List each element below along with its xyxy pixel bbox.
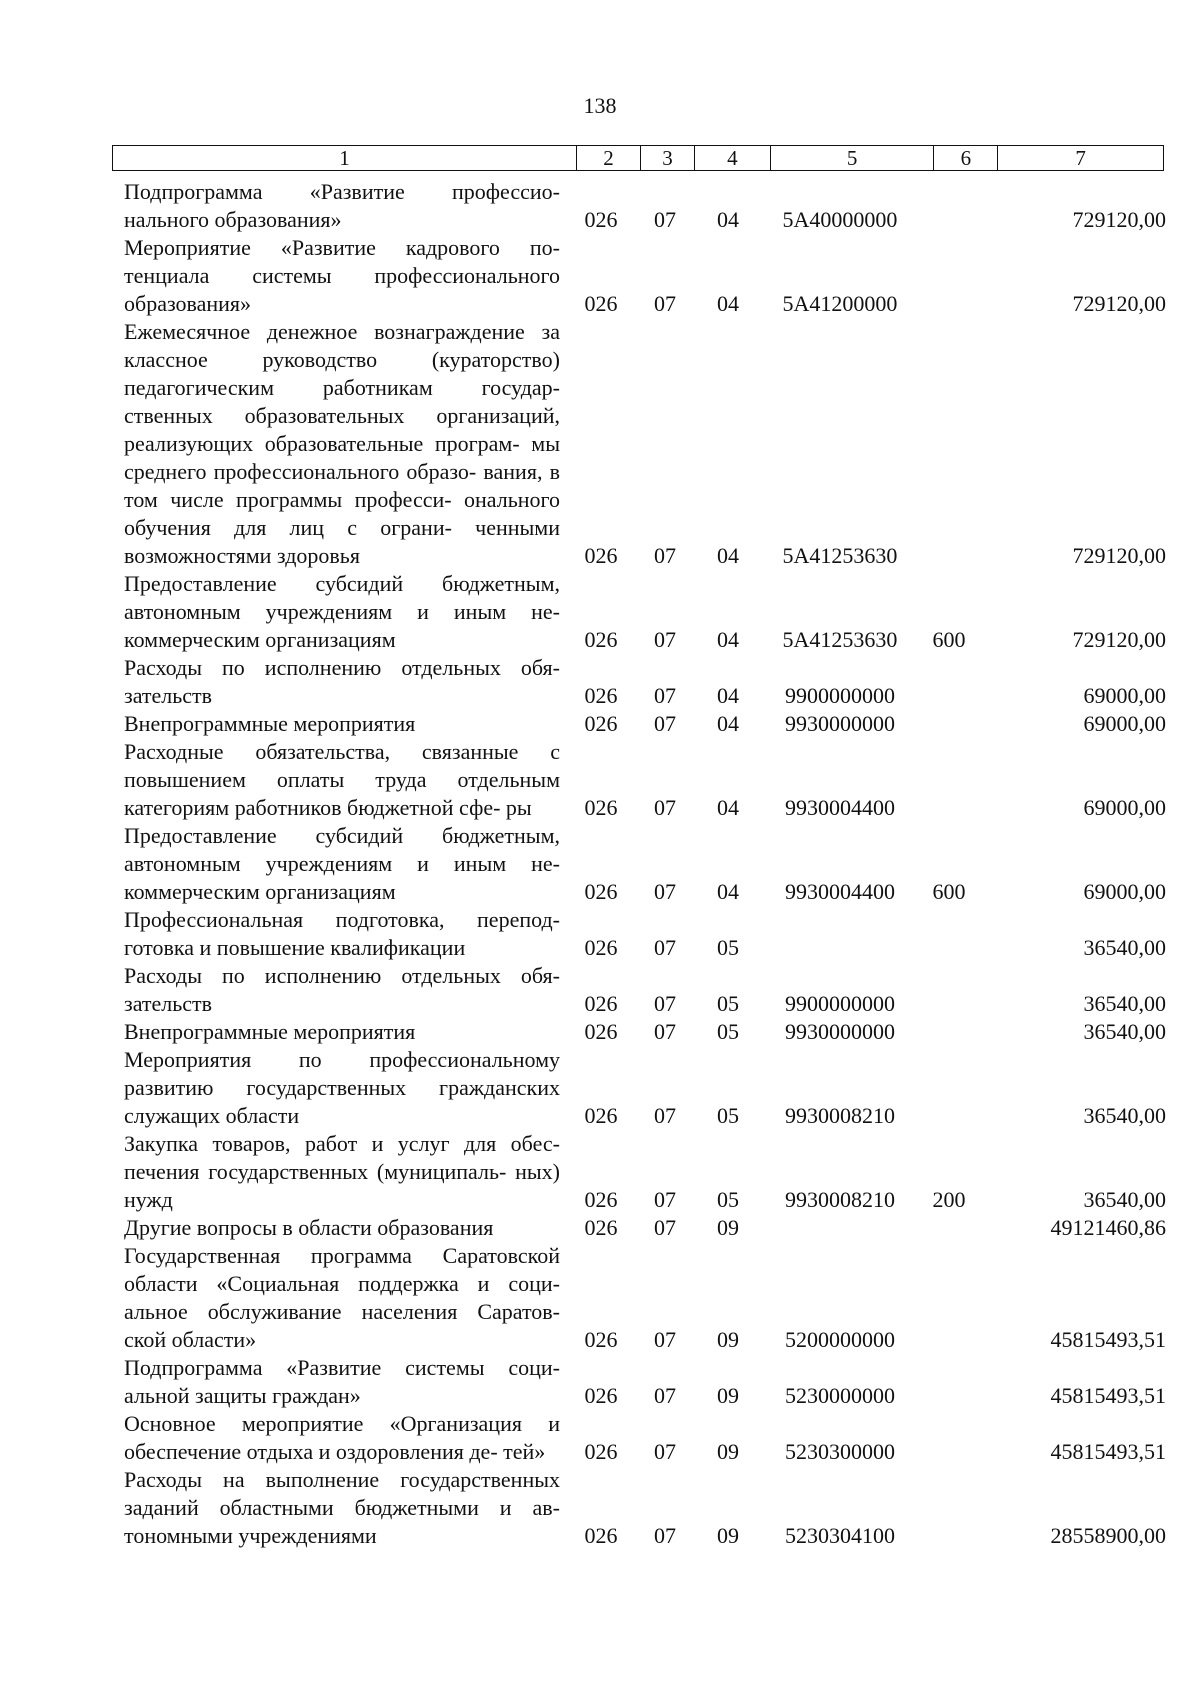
row-description: Подпрограмма «Развитие профессио- нального образования» xyxy=(124,179,560,232)
table-row xyxy=(124,1354,1170,1410)
row-target-article: 5230300000 xyxy=(785,1439,895,1464)
table-row xyxy=(124,570,1170,654)
row-description: Предоставление субсидий бюджетным, автономным учреждениям и иным не- коммерческим организациям xyxy=(124,823,560,904)
row-amount: 36540,00 xyxy=(1083,1103,1166,1128)
row-ministry-code: 026 xyxy=(584,991,618,1016)
header-col-7: 7 xyxy=(997,146,1163,170)
row-description: Расходы на выполнение государственных заданий областными бюджетными и ав- тономными учреждениями xyxy=(124,1467,560,1548)
row-target-article: 5А41200000 xyxy=(782,291,898,316)
row-ministry-code: 026 xyxy=(584,1523,618,1548)
row-target-article: 9930000000 xyxy=(785,1019,895,1044)
row-section-code: 07 xyxy=(654,1327,676,1352)
table-row xyxy=(124,1130,1170,1214)
header-col-5: 5 xyxy=(770,146,934,170)
row-amount: 45815493,51 xyxy=(1050,1327,1166,1352)
row-ministry-code: 026 xyxy=(584,291,618,316)
header-col-1: 1 xyxy=(339,146,350,170)
row-ministry-code: 026 xyxy=(584,1187,618,1212)
row-amount: 729120,00 xyxy=(1072,627,1166,652)
row-subsection-code: 05 xyxy=(717,1019,739,1044)
row-section-code: 07 xyxy=(654,795,676,820)
row-amount: 69000,00 xyxy=(1083,711,1166,736)
row-subsection-code: 04 xyxy=(717,207,739,232)
row-section-code: 07 xyxy=(654,1523,676,1548)
row-section-code: 07 xyxy=(654,627,676,652)
row-expense-type: 600 xyxy=(932,627,966,652)
table-header xyxy=(112,145,1164,171)
table-row xyxy=(124,1242,1170,1354)
row-amount: 49121460,86 xyxy=(1050,1215,1166,1240)
row-description: Предоставление субсидий бюджетным, автономным учреждениям и иным не- коммерческим организациям xyxy=(124,571,560,652)
row-target-article: 9900000000 xyxy=(785,991,895,1016)
table-row xyxy=(124,822,1170,906)
row-description: Другие вопросы в области образования xyxy=(124,1215,494,1240)
row-amount: 36540,00 xyxy=(1083,991,1166,1016)
header-col-3: 3 xyxy=(640,146,694,170)
table-row xyxy=(124,318,1170,570)
row-description: Расходы по исполнению отдельных обя- зательств xyxy=(124,963,560,1016)
row-description: Внепрограммные мероприятия xyxy=(124,1019,416,1044)
row-target-article: 9930004400 xyxy=(785,879,895,904)
row-section-code: 07 xyxy=(654,543,676,568)
row-amount: 69000,00 xyxy=(1083,879,1166,904)
row-amount: 729120,00 xyxy=(1072,291,1166,316)
row-target-article: 5А40000000 xyxy=(782,207,898,232)
row-description: Расходные обязательства, связанные с повышением оплаты труда отдельным категориям работников бюджетной сфе- ры xyxy=(124,739,560,820)
table-row xyxy=(124,1466,1170,1550)
row-expense-type: 600 xyxy=(932,879,966,904)
row-target-article: 5230304100 xyxy=(785,1523,895,1548)
row-target-article: 5А41253630 xyxy=(782,543,898,568)
row-ministry-code: 026 xyxy=(584,543,618,568)
row-description: Закупка товаров, работ и услуг для обес- печения государственных (муниципаль- ных) нужд xyxy=(124,1131,560,1212)
row-ministry-code: 026 xyxy=(584,1215,618,1240)
table-row xyxy=(124,1018,1170,1046)
row-amount: 69000,00 xyxy=(1083,683,1166,708)
row-target-article: 9930004400 xyxy=(785,795,895,820)
row-description: Мероприятие «Развитие кадрового по- тенциала системы профессионального образования» xyxy=(124,235,560,316)
row-section-code: 07 xyxy=(654,935,676,960)
row-subsection-code: 09 xyxy=(717,1439,739,1464)
row-subsection-code: 09 xyxy=(717,1215,739,1240)
row-ministry-code: 026 xyxy=(584,935,618,960)
row-amount: 45815493,51 xyxy=(1050,1439,1166,1464)
row-subsection-code: 05 xyxy=(717,935,739,960)
row-target-article: 5230000000 xyxy=(785,1383,895,1408)
row-description: Мероприятия по профессиональному развитию государственных гражданских служащих области xyxy=(124,1047,560,1128)
row-subsection-code: 04 xyxy=(717,711,739,736)
row-section-code: 07 xyxy=(654,1383,676,1408)
row-subsection-code: 04 xyxy=(717,683,739,708)
row-amount: 28558900,00 xyxy=(1050,1523,1166,1548)
row-section-code: 07 xyxy=(654,1215,676,1240)
row-description: Внепрограммные мероприятия xyxy=(124,711,416,736)
row-ministry-code: 026 xyxy=(584,1383,618,1408)
row-description: Профессиональная подготовка, перепод- готовка и повышение квалификации xyxy=(124,907,560,960)
row-description: Государственная программа Саратовской области «Социальная поддержка и соци- альное обслуживание населения Саратов- ской области» xyxy=(124,1243,560,1352)
table-row xyxy=(124,654,1170,710)
table-row xyxy=(124,738,1170,822)
table-row xyxy=(124,1046,1170,1130)
row-description: Подпрограмма «Развитие системы соци- альной защиты граждан» xyxy=(124,1355,560,1408)
row-section-code: 07 xyxy=(654,291,676,316)
row-section-code: 07 xyxy=(654,879,676,904)
table-row xyxy=(124,1410,1170,1466)
page-number: 138 xyxy=(583,93,617,118)
row-subsection-code: 04 xyxy=(717,291,739,316)
row-ministry-code: 026 xyxy=(584,1439,618,1464)
table-row xyxy=(124,710,1170,738)
row-subsection-code: 09 xyxy=(717,1523,739,1548)
row-section-code: 07 xyxy=(654,991,676,1016)
row-section-code: 07 xyxy=(654,711,676,736)
row-section-code: 07 xyxy=(654,1439,676,1464)
table-row xyxy=(124,906,1170,962)
row-subsection-code: 04 xyxy=(717,795,739,820)
row-amount: 69000,00 xyxy=(1083,795,1166,820)
row-ministry-code: 026 xyxy=(584,1327,618,1352)
header-col-6: 6 xyxy=(933,146,997,170)
row-subsection-code: 04 xyxy=(717,879,739,904)
row-description: Расходы по исполнению отдельных обя- зательств xyxy=(124,655,560,708)
row-subsection-code: 04 xyxy=(717,543,739,568)
row-description: Ежемесячное денежное вознаграждение за классное руководство (кураторство) педагогическим работникам государ- ственных образовательных организаций, реализующих образовательные програм- мы среднего профессионального образо- вания, в том числе программы професси- онального обучения для лиц с ограни- ченными возможностями здоровья xyxy=(124,319,560,568)
row-section-code: 07 xyxy=(654,207,676,232)
table-row xyxy=(124,234,1170,318)
table-row xyxy=(124,1214,1170,1242)
row-section-code: 07 xyxy=(654,683,676,708)
row-subsection-code: 05 xyxy=(717,991,739,1016)
row-ministry-code: 026 xyxy=(584,207,618,232)
row-amount: 36540,00 xyxy=(1083,1019,1166,1044)
row-section-code: 07 xyxy=(654,1103,676,1128)
row-subsection-code: 09 xyxy=(717,1383,739,1408)
row-target-article: 9930008210 xyxy=(785,1187,895,1212)
table-body xyxy=(124,178,1170,1550)
row-subsection-code: 05 xyxy=(717,1187,739,1212)
row-amount: 36540,00 xyxy=(1083,1187,1166,1212)
row-expense-type: 200 xyxy=(932,1187,966,1212)
row-section-code: 07 xyxy=(654,1019,676,1044)
table-row xyxy=(124,178,1170,234)
row-target-article: 9900000000 xyxy=(785,683,895,708)
row-target-article: 9930008210 xyxy=(785,1103,895,1128)
row-ministry-code: 026 xyxy=(584,879,618,904)
row-target-article: 5200000000 xyxy=(785,1327,895,1352)
row-subsection-code: 09 xyxy=(717,1327,739,1352)
row-ministry-code: 026 xyxy=(584,627,618,652)
row-amount: 729120,00 xyxy=(1072,543,1166,568)
header-col-2: 2 xyxy=(576,146,640,170)
row-subsection-code: 05 xyxy=(717,1103,739,1128)
row-ministry-code: 026 xyxy=(584,711,618,736)
row-ministry-code: 026 xyxy=(584,683,618,708)
header-col-4: 4 xyxy=(694,146,770,170)
row-amount: 729120,00 xyxy=(1072,207,1166,232)
row-amount: 36540,00 xyxy=(1083,935,1166,960)
row-amount: 45815493,51 xyxy=(1050,1383,1166,1408)
table-row xyxy=(124,962,1170,1018)
row-target-article: 9930000000 xyxy=(785,711,895,736)
row-ministry-code: 026 xyxy=(584,1103,618,1128)
row-section-code: 07 xyxy=(654,1187,676,1212)
row-ministry-code: 026 xyxy=(584,1019,618,1044)
row-target-article: 5А41253630 xyxy=(782,627,898,652)
row-subsection-code: 04 xyxy=(717,627,739,652)
row-ministry-code: 026 xyxy=(584,795,618,820)
row-description: Основное мероприятие «Организация и обеспечение отдыха и оздоровления де- тей» xyxy=(124,1411,560,1464)
